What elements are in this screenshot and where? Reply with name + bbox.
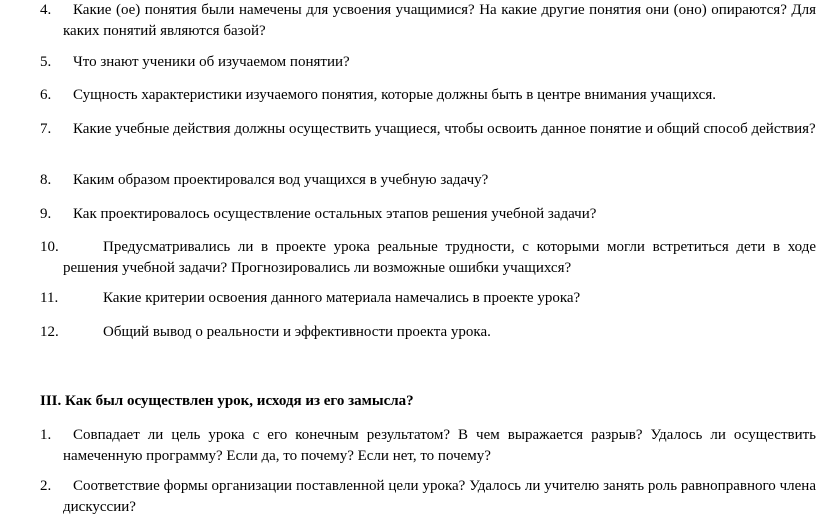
list-item-5 — [40, 52, 816, 73]
list-item-9 — [40, 204, 816, 225]
item-text: Предусматривались ли в проекте урока реальные трудности, с которыми могли встретиться дети в ходе решения учебной задачи? Прогнозировались ли возможные ошибки учащихся? — [63, 239, 816, 276]
list-item-8 — [40, 170, 816, 191]
item-number: 5. — [40, 54, 52, 70]
item-number: 11. — [40, 290, 59, 306]
list-item-12 — [40, 322, 816, 343]
list-item-7 — [40, 119, 816, 140]
section3-item-1 — [40, 425, 816, 467]
item-number: 9. — [40, 206, 52, 222]
item-text: Совпадает ли цель урока с его конечным результатом? В чем выражается разрыв? Удалось ли осуществить намеченную программу? Если да, то почему? Если нет, то почему? — [63, 427, 816, 464]
item-text: Что знают ученики об изучаемом понятии? — [73, 54, 350, 70]
item-text: Каким образом проектировался вод учащихся в учебную задачу? — [73, 172, 489, 188]
item-text: Общий вывод о реальности и эффективности проекта урока. — [103, 324, 491, 340]
item-number: 8. — [40, 172, 52, 188]
list-item-11 — [40, 288, 816, 309]
list-item-4 — [40, 0, 816, 42]
section3-item-2 — [40, 476, 816, 518]
item-text: Соответствие формы организации поставленной цели урока? Удалось ли учителю занять роль равноправного члена дискуссии? — [63, 478, 816, 515]
list-item-10 — [40, 237, 816, 279]
item-number: 12. — [40, 324, 59, 340]
list-item-6 — [40, 85, 816, 106]
item-text: Какие критерии освоения данного материала намечались в проекте урока? — [103, 290, 581, 306]
item-text: Как проектировалось осуществление остальных этапов решения учебной задачи? — [73, 206, 597, 222]
item-number: 10. — [40, 239, 59, 255]
item-number: 2. — [40, 478, 52, 494]
item-text: Какие учебные действия должны осуществить учащиеся, чтобы освоить данное понятие и общий способ действия? — [73, 121, 816, 137]
item-number: 6. — [40, 87, 52, 103]
item-number: 7. — [40, 121, 52, 137]
section-heading: III. Как был осуществлен урок, исходя из его замысла? — [40, 393, 414, 409]
item-number: 1. — [40, 427, 52, 443]
item-text: Какие (ое) понятия были намечены для усвоения учащимися? На какие другие понятия они (оно) опираются? Для каких понятий являются базой? — [63, 2, 816, 39]
item-number: 4. — [40, 2, 52, 18]
item-text: Сущность характеристики изучаемого понятия, которые должны быть в центре внимания учащихся. — [73, 87, 716, 103]
